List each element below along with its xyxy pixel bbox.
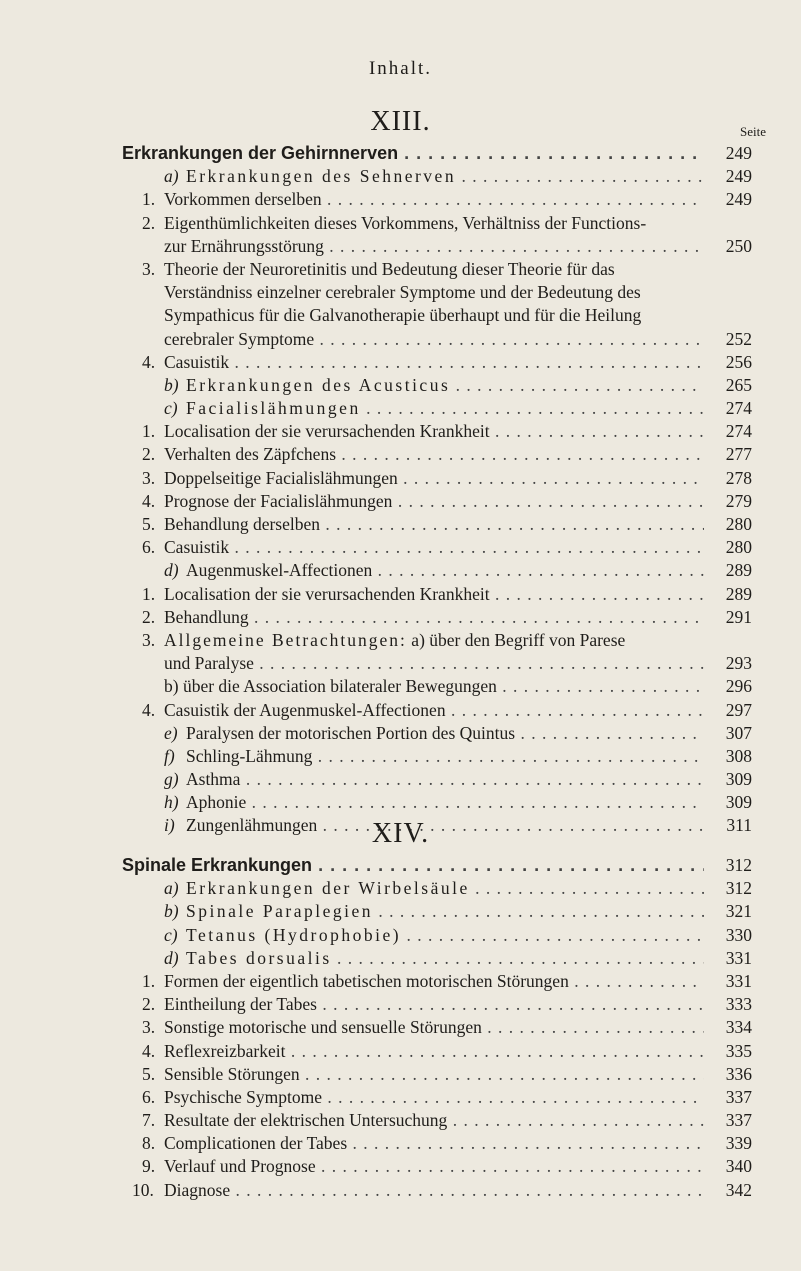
entry-label: 7. (142, 1110, 156, 1131)
entry-text-value: Asthma (186, 769, 241, 790)
toc-entry (0, 583, 801, 606)
entry-text (164, 652, 718, 675)
entry-text (164, 467, 718, 490)
page-number: 309 (704, 791, 752, 814)
entry-label: 2. (142, 994, 156, 1015)
toc-entry (0, 791, 801, 814)
entry-text (186, 947, 718, 970)
entry-text-value: Aphonie (186, 792, 247, 813)
entry-label: 3. (142, 1017, 156, 1038)
entry-text-value: Casuistik der Augenmuskel-Affectionen (164, 699, 446, 720)
toc-entry (0, 281, 801, 304)
toc-section-xiii (0, 142, 801, 838)
entry-text (164, 606, 718, 629)
entry-label: 6. (142, 1086, 156, 1107)
entry-text (164, 993, 718, 1016)
page-number: 311 (704, 814, 752, 837)
page-number: 249 (704, 142, 752, 165)
entry-label: d) (164, 560, 179, 581)
page-number: 274 (704, 397, 752, 420)
running-head: Inhalt. (368, 58, 433, 79)
toc-entry (0, 212, 801, 235)
page-number: 250 (704, 235, 752, 258)
section-title-row (0, 142, 801, 165)
toc-entry (0, 629, 801, 652)
page-number: 321 (704, 900, 752, 923)
section-title (122, 142, 718, 165)
toc-entry (0, 304, 801, 327)
page-number: 335 (704, 1040, 752, 1063)
entry-text (164, 699, 718, 722)
entry-text (186, 791, 718, 814)
entry-text-value: Tetanus (Hydrophobie) (186, 924, 402, 945)
entry-text-value: Behandlung (164, 606, 249, 627)
entry-text (164, 420, 718, 443)
entry-label: 10. (132, 1179, 154, 1200)
section-title-row (0, 854, 801, 877)
page-number: 331 (704, 970, 752, 993)
toc-entry (0, 924, 801, 947)
entry-text (186, 165, 718, 188)
toc-entry (0, 722, 801, 745)
entry-label: c) (164, 398, 178, 419)
entry-text (164, 513, 718, 536)
page-number: 252 (704, 328, 752, 351)
entry-text-value: b) über die Association bilateraler Bewegungen (164, 676, 497, 697)
entry-text-value: Behandlung derselben (164, 514, 320, 534)
entry-text (164, 1179, 718, 1202)
entry-text-value: Sonstige motorische und sensuelle Störungen (164, 1017, 482, 1038)
toc-entry (0, 536, 801, 559)
toc-entry (0, 374, 801, 397)
page-number: 334 (704, 1016, 752, 1039)
page-number: 309 (704, 768, 752, 791)
toc-entry (0, 1132, 801, 1155)
page-number: 336 (704, 1063, 752, 1086)
entry-text-value: Facialislähmungen (186, 398, 361, 419)
entry-text (164, 235, 718, 258)
entry-label: b) (164, 374, 179, 395)
entry-text (186, 374, 718, 397)
entry-text-value: und Paralyse (164, 653, 254, 674)
entry-text (186, 768, 718, 791)
entry-text (164, 1016, 718, 1039)
page-number: 330 (704, 924, 752, 947)
entry-label: a) (164, 166, 179, 187)
entry-text (164, 351, 718, 374)
entry-text-value: Vorkommen derselben (164, 189, 322, 210)
page-number: 337 (704, 1086, 752, 1109)
entry-text (164, 1040, 718, 1063)
entry-text (186, 745, 718, 768)
entry-label: c) (164, 924, 178, 945)
page-number: 307 (704, 722, 752, 745)
page-number: 280 (704, 536, 752, 559)
entry-text-value: Spinale Erkrankungen (122, 855, 313, 875)
entry-text (164, 328, 718, 351)
entry-text-value: Sensible Störungen (164, 1063, 300, 1084)
entry-label: 8. (142, 1133, 156, 1154)
entry-text-value: Verlauf und Prognose (164, 1156, 316, 1177)
page-number: 289 (704, 583, 752, 606)
entry-text (164, 258, 615, 281)
entry-label: 5. (142, 1063, 156, 1084)
entry-text (186, 559, 718, 582)
page-number: 291 (704, 606, 752, 629)
entry-text-value: Localisation der sie verursachenden Krankheit (164, 583, 490, 604)
page-number: 280 (704, 513, 752, 536)
entry-text (186, 900, 718, 923)
page-number: 274 (704, 420, 752, 443)
entry-label: 3. (142, 629, 156, 650)
toc-entry (0, 877, 801, 900)
entry-text (164, 443, 718, 466)
toc-entry (0, 513, 801, 536)
entry-text-value: Erkrankungen des Acusticus (186, 374, 451, 395)
entry-text (186, 722, 718, 745)
entry-text-value: zur Ernährungsstörung (164, 235, 324, 256)
entry-text (164, 1109, 718, 1132)
page-number: 296 (704, 675, 752, 698)
entry-label: b) (164, 901, 179, 922)
entry-text-value: Reflexreizbarkeit (164, 1040, 286, 1061)
page-number: 312 (704, 854, 752, 877)
entry-label: 1. (142, 421, 156, 442)
entry-text-value: Eigenthümlichkeiten dieses Vorkommens, Verhältniss der Functions- (164, 212, 647, 233)
entry-text-value: Psychische Symptome (164, 1086, 322, 1107)
toc-entry (0, 235, 801, 258)
toc-entry (0, 768, 801, 791)
entry-text-value: Formen der eigentlich tabetischen motorischen Störungen (164, 970, 569, 991)
entry-text-value: Erkrankungen der Gehirnnerven (122, 143, 399, 163)
entry-text-value: Theorie der Neuroretinitis und Bedeutung dieser Theorie für das (164, 258, 615, 279)
entry-label: 4. (142, 699, 156, 720)
entry-text (186, 924, 718, 947)
toc-entry (0, 947, 801, 970)
toc-entry (0, 397, 801, 420)
chapter-heading-xiv: XIV. (371, 818, 430, 849)
page-number: 331 (704, 947, 752, 970)
toc-entry (0, 900, 801, 923)
toc-entry (0, 328, 801, 351)
page-number: 289 (704, 559, 752, 582)
page-number: 339 (704, 1132, 752, 1155)
entry-text-value: Eintheilung der Tabes (164, 994, 317, 1015)
entry-text (164, 629, 625, 652)
toc-entry (0, 258, 801, 281)
entry-label: f) (164, 745, 175, 766)
entry-label: a) (164, 878, 179, 899)
toc-entry (0, 652, 801, 675)
entry-text (164, 583, 718, 606)
page-number: 308 (704, 745, 752, 768)
toc-entry (0, 443, 801, 466)
entry-text-value: Diagnose (164, 1179, 231, 1200)
entry-label: e) (164, 722, 178, 743)
entry-text-value: Prognose der Facialislähmungen (164, 490, 393, 511)
entry-label: g) (164, 769, 179, 790)
entry-text (164, 536, 718, 559)
entry-text (164, 212, 646, 235)
page-column-label: Seite (740, 124, 766, 139)
entry-text-value: Casuistik (164, 537, 230, 558)
toc-entry (0, 490, 801, 513)
entry-label: 5. (142, 514, 156, 534)
page-number: 249 (704, 188, 752, 211)
entry-text (164, 490, 718, 513)
entry-text-value: Erkrankungen des Sehnerven (186, 166, 457, 187)
entry-text (186, 397, 718, 420)
page-number: 279 (704, 490, 752, 513)
entry-label: 3. (142, 258, 156, 279)
entry-text (164, 1155, 718, 1178)
toc-entry (0, 675, 801, 698)
entry-text-value: Sympathicus für die Galvanotherapie überhaupt und für die Heilung (164, 305, 642, 326)
entry-label: 2. (142, 606, 156, 627)
toc-entry (0, 1179, 801, 1202)
entry-label: 4. (142, 351, 156, 372)
toc-entry (0, 351, 801, 374)
page-number: 265 (704, 374, 752, 397)
section-title (122, 854, 718, 877)
page-number: 337 (704, 1109, 752, 1132)
entry-label: 3. (142, 467, 156, 488)
entry-label: 9. (142, 1156, 156, 1177)
toc-section-xiv (0, 854, 801, 1202)
page-number: 293 (704, 652, 752, 675)
page-number: 249 (704, 165, 752, 188)
toc-entry (0, 699, 801, 722)
toc-entry (0, 1155, 801, 1178)
toc-entry (0, 467, 801, 490)
entry-label: 4. (142, 490, 156, 511)
page-number: 333 (704, 993, 752, 1016)
page-number: 297 (704, 699, 752, 722)
entry-label: 1. (142, 583, 156, 604)
entry-label: 6. (142, 537, 156, 558)
entry-text-value: Augenmuskel-Affectionen (186, 560, 373, 581)
entry-text (186, 877, 718, 900)
entry-label: 1. (142, 189, 156, 210)
chapter-heading-xiii: XIII. (370, 106, 431, 137)
entry-text-value: Spinale Paraplegien (186, 901, 373, 922)
page-number: 256 (704, 351, 752, 374)
entry-text-value: Erkrankungen der Wirbelsäule (186, 878, 470, 899)
entry-text-value: cerebraler Symptome (164, 328, 315, 349)
page-number: 342 (704, 1179, 752, 1202)
page-number: 340 (704, 1155, 752, 1178)
entry-label: i) (164, 815, 175, 836)
toc-entry (0, 745, 801, 768)
entry-text-value: Casuistik (164, 351, 230, 372)
entry-text-value: Verständniss einzelner cerebraler Symptome und der Bedeutung des (164, 282, 641, 303)
entry-label: 1. (142, 970, 156, 991)
entry-text (164, 1063, 718, 1086)
entry-text (164, 281, 641, 304)
entry-text-value: Resultate der elektrischen Untersuchung (164, 1110, 448, 1131)
entry-text-value: Doppelseitige Facialislähmungen (164, 467, 398, 488)
toc-entry (0, 993, 801, 1016)
entry-label: 2. (142, 444, 156, 465)
page-number: 278 (704, 467, 752, 490)
entry-text-value: Paralysen der motorischen Portion des Quintus (186, 722, 516, 743)
entry-text-value: Tabes dorsualis (186, 947, 332, 968)
entry-label: 2. (142, 212, 156, 233)
toc-entry (0, 559, 801, 582)
entry-label: h) (164, 792, 179, 813)
toc-entry (0, 970, 801, 993)
toc-entry (0, 1109, 801, 1132)
toc-entry (0, 606, 801, 629)
toc-entry (0, 165, 801, 188)
entry-text-value: Schling-Lähmung (186, 745, 313, 766)
toc-entry (0, 1086, 801, 1109)
entry-text-value: Localisation der sie verursachenden Krankheit (164, 421, 490, 442)
toc-entry (0, 188, 801, 211)
entry-label: 4. (142, 1040, 156, 1061)
entry-text (164, 188, 718, 211)
toc-entry (0, 420, 801, 443)
toc-entry (0, 1016, 801, 1039)
page-number: 277 (704, 443, 752, 466)
entry-text (164, 1132, 718, 1155)
entry-text-value: Allgemeine Betrachtungen: a) über den Begriff von Parese (164, 629, 626, 650)
entry-text (164, 970, 718, 993)
entry-text-value: Zungenlähmungen (186, 815, 318, 836)
entry-text (164, 304, 641, 327)
entry-text-value: Verhalten des Zäpfchens (164, 444, 337, 465)
toc-entry (0, 1040, 801, 1063)
entry-text-value: Complicationen der Tabes (164, 1133, 348, 1154)
entry-label: d) (164, 947, 179, 968)
toc-entry (0, 1063, 801, 1086)
entry-text (164, 675, 718, 698)
page-number: 312 (704, 877, 752, 900)
entry-text (164, 1086, 718, 1109)
